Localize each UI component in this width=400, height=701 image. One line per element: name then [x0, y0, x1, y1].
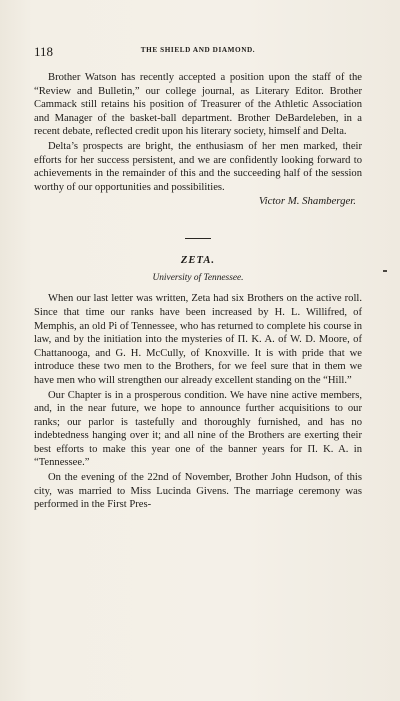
delta-signature: Victor M. Shamberger. [258, 195, 356, 208]
journal-title: THE SHIELD AND DIAMOND. [140, 46, 256, 54]
page-number: 118 [34, 44, 54, 59]
zeta-paragraph-2: Our Chapter is in a prosperous condition. We have nine active members, and, in the near future, we hope to announce further acquisitions to our ranks; our parlor is tastefully and thoroughly furnished, and has no indebtedness hanging over it; and all nine of the Brothers are exerting their best efforts to make this year one of the banner years for Π. K. A. in “Tennessee.” [34, 389, 362, 469]
running-header [34, 46, 362, 60]
section-divider [185, 238, 211, 239]
page-body [34, 71, 362, 512]
zeta-heading: ZETA. [180, 255, 216, 267]
delta-paragraph-1: Brother Watson has recently accepted a position upon the staff of the “Review and Bulletin,” our college journal, as Literary Editor. Brother Cammack still retains his position of Treasurer of the Athletic Association and Manager of the basket-ball department. Brother DeBardeleben, in a recent debate, reflected credit upon his literary society, himself and Delta. [34, 72, 362, 138]
zeta-body [34, 292, 362, 512]
margin-mark [383, 270, 387, 272]
delta-paragraph-2: Delta’s prospects are bright, the enthusiasm of her men marked, their efforts for her success persistent, and we are confidently looking forward to achievements in the remainder of this and the succeeding half of the session worthy of our opportunities and possibilities. [34, 140, 362, 193]
zeta-paragraph-3: On the evening of the 22nd of November, Brother John Hudson, of this city, was married to Miss Lucinda Givens. The marriage ceremony was performed in the First Pres- [34, 472, 362, 511]
zeta-paragraph-1: When our last letter was written, Zeta had six Brothers on the active roll. Since that time our ranks have been increased by H. L. Willifred, of Memphis, an old Pi of Tennessee, who has returned to complete his course in law, and by the initiation into the mysteries of Π. K. A. of W. D. Moore, of Chattanooga, and G. H. McCully, of Knoxville. It is with pride that we introduce these two men to the Brothers, for we feel sure that in them we have men who will strengthen our already excellent standing on the “Hill.” [34, 293, 362, 386]
zeta-school: University of Tennessee. [152, 273, 244, 284]
